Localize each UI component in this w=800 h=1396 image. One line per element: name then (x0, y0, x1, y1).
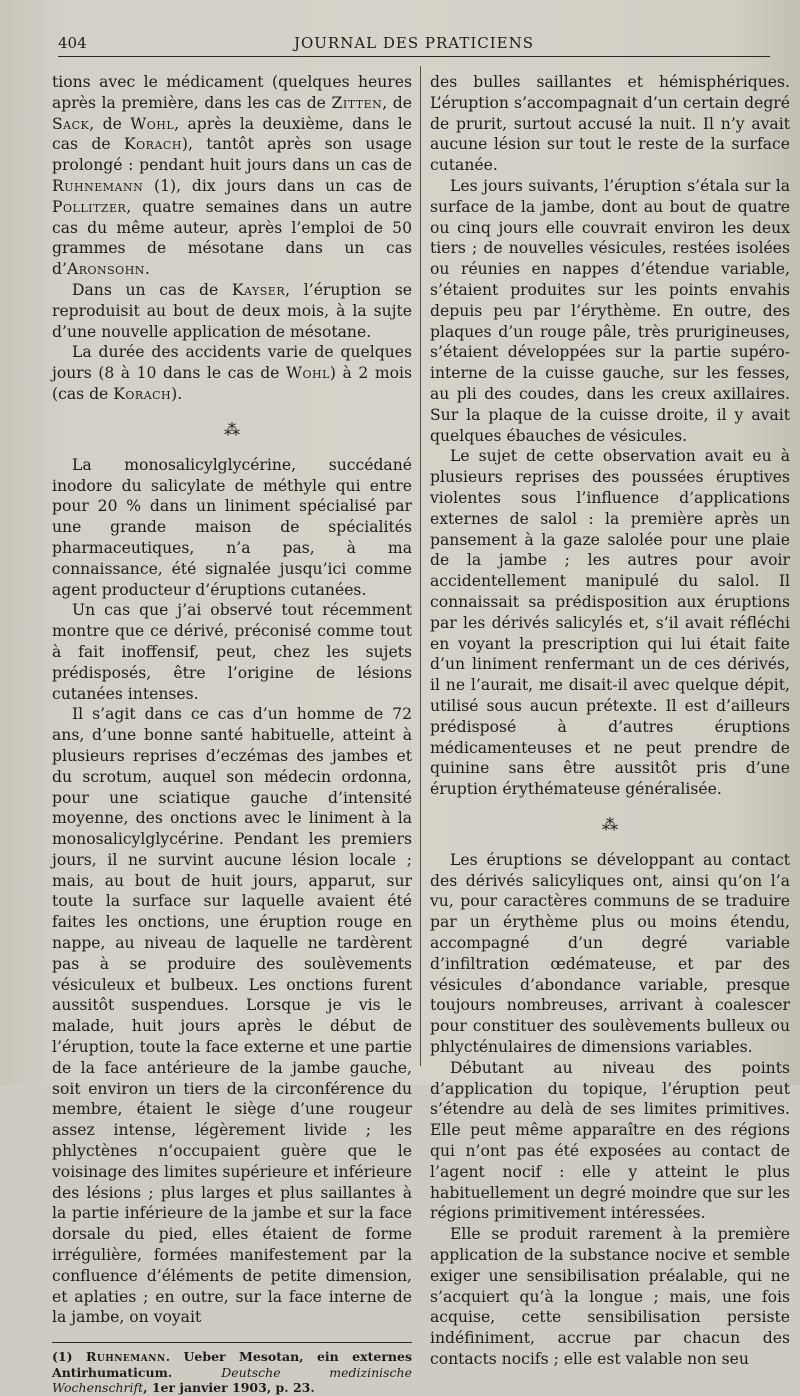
left-column (52, 72, 412, 1396)
author-name: Korach (113, 384, 172, 403)
paragraph: Un cas que j’ai observé tout récemment montre que ce dérivé, préconisé comme tout à fait inoffensif, peut, chez les sujets prédisposés, être l’origine de lésions cutanées intenses. (52, 601, 412, 703)
paragraph: Débutant au niveau des points d’application du topique, l’éruption peut s’étendre au delà de ses limites primitives. Elle peut même apparaître en des régions qui n’ont pas été exposées au contact de l’agent nocif : elle y atteint le plus habituellement un degré moindre que sur les régions primitivement intéressées. (430, 1058, 790, 1223)
paragraph: Il s’agit dans ce cas d’un homme de 72 ans, d’une bonne santé habituelle, atteint à plusieurs reprises d’eczémas des jambes et du scrotum, auquel son médecin ordonna, pour une sciatique gauche d’intensité moyenne, des onctions avec le liniment à la monosalicylglycérine. Pendant les premiers jours, il ne survint aucune lésion locale ; mais, au bout de huit jours, apparut, sur toute la surface sur laquelle avaient été faites les onctions, une éruption rouge en nappe, au niveau de laquelle ne tardèrent pas à se produire des soulèvements vésiculeux et bulbeux. Les onctions furent aussitôt suspendues. Lorsque je vis le malade, huit jours après le début de l’éruption, toute la face externe et une partie de la face antérieure de la jambe gauche, soit environ un tiers de la circonférence du membre, étaient le siège d’une rougeur assez intense, légèrement livide ; les phlyctènes n’occupaient guère que le voisinage des limites supérieure et inférieure des lésions ; plus larges et plus saillantes à la partie inférieure de la jambe et sur la face dorsale du pied, elles étaient de forme irrégulière, formées manifestement par la confluence d’éléments de petite dimension, et aplaties ; en outre, sur la face interne de la jambe, on voyait (52, 705, 412, 1327)
author-name: Aronsohn (66, 260, 145, 279)
author-name: Korach (124, 135, 182, 154)
paragraph: Elle se produit rarement à la première application de la substance nocive et semble exiger une sensibilisation préalable, qui ne s’acquiert qu’à la longue ; mais, une fois acquise, cette sensibilisation persiste indéfiniment, accrue par chacun des contacts nocifs ; elle est valable non seu (430, 1225, 790, 1369)
paragraph: Les éruptions se développant au contact des dérivés salicyliques ont, ainsi qu’on l’a vu, pour caractères communs de se traduire par un érythème plus ou moins étendu, accompagné d’un degré variable d’infiltration œdémateuse, et par des vésicules d’abondance variable, presque toujours nombreuses, arrivant à coalescer pour constituer des soulèvements bulleux ou phlycténulaires de dimensions variables. (430, 850, 790, 1057)
paragraph: Dans un cas de Kayser, l’éruption se reproduisit au bout de deux mois, à la sujte d’une nouvelle application de mésotane. (52, 280, 412, 341)
paragraph: des bulles saillantes et hémisphériques. L’éruption s’accompagnait d’un certain degré de prurit, surtout accusé la nuit. Il n’y avait aucune lésion sur tout le reste de la surface cutanée. (430, 73, 790, 175)
paragraph: La durée des accidents varie de quelques jours (8 à 10 dans le cas de Wohl) à 2 mois (cas de Korach). (52, 343, 412, 403)
footnote-rule (52, 1342, 412, 1343)
footnote: (1) Ruhnemann. Ueber Mesotan, ein externes Antirhumaticum. Deutsche medizinische Wochenschrift, 1er janvier 1903, p. 23. (52, 1349, 412, 1396)
author-name: Sack (52, 114, 90, 133)
column-divider (420, 66, 421, 1066)
author-name: Pollitzer (52, 197, 127, 216)
paragraph: Les jours suivants, l’éruption s’étala sur la surface de la jambe, dont au bout de quatre ou cinq jours elle couvrait environ les deux tiers ; de nouvelles vésicules, restées isolées ou réunies en nappes d’étendue variable, s’étaient produites sur les points envahis depuis peu par l’érythème. En outre, des plaques d’un rouge pâle, très prurigineuses, s’étaient développées sur la partie supéro-interne de la cuisse gauche, sur les fesses, au pli des coudes, dans les creux axillaires. Sur la plaque de la cuisse droite, il y avait quelques ébauches de vésicules. (430, 176, 790, 445)
author-name: Kayser (231, 280, 286, 299)
page-number: 404 (58, 34, 87, 52)
author-name: Zitten (331, 93, 383, 112)
author-name: Ruhnemann (52, 176, 144, 195)
paragraph: La monosalicylglycérine, succédané inodore du salicylate de méthyle qui entre pour 20 % dans un liniment spécialisé par une grande maison de spécialités pharmaceutiques, n’a pas, à ma connaissance, été signalée jusqu’ici comme agent producteur d’éruptions cutanées. (52, 455, 412, 599)
paragraph: Le sujet de cette observation avait eu à plusieurs reprises des poussées éruptives violentes sous l’influence d’applications externes de salol : la première après un pansement à la gaze salolée pour une plaie de la jambe ; les autres pour avoir accidentellement manipulé du salol. Il connaissait sa prédisposition aux éruptions par les dérivés salicylés et, s’il avait réfléchi en voyant la prescription qui lui était faite d’un liniment renfermant un de ces dérivés, il ne l’aurait, me disait-il avec quelque dépit, utilisé sous aucun prétexte. Il est d’ailleurs prédisposé à d’autres éruptions médicamenteuses et ne peut prendre de quinine sans être aussitôt pris d’une éruption érythémateuse généralisée. (430, 447, 790, 799)
section-separator: ⁂ (602, 814, 618, 834)
paragraph: tions avec le médicament (quelques heures après la première, dans les cas de Zitten, de Sack, de Wohl, après la deuxième, dans le cas de Korach), tantôt après son usage prolongé : pendant huit jours dans un cas de Ruhnemann (1), dix jours dans un cas de Pollitzer, quatre semaines dans un autre cas du même auteur, après l’emploi de 50 grammes de mésotane dans un cas d’Aronsohn. (52, 73, 412, 279)
running-title: JOURNAL DES PRATICIENS (293, 34, 535, 52)
author-name: Ruhnemann (85, 1349, 166, 1365)
author-name: Wohl (285, 364, 330, 383)
right-column (430, 72, 790, 1370)
author-name: Wohl (130, 114, 175, 133)
page-header (58, 34, 770, 57)
section-separator: ⁂ (224, 419, 240, 439)
